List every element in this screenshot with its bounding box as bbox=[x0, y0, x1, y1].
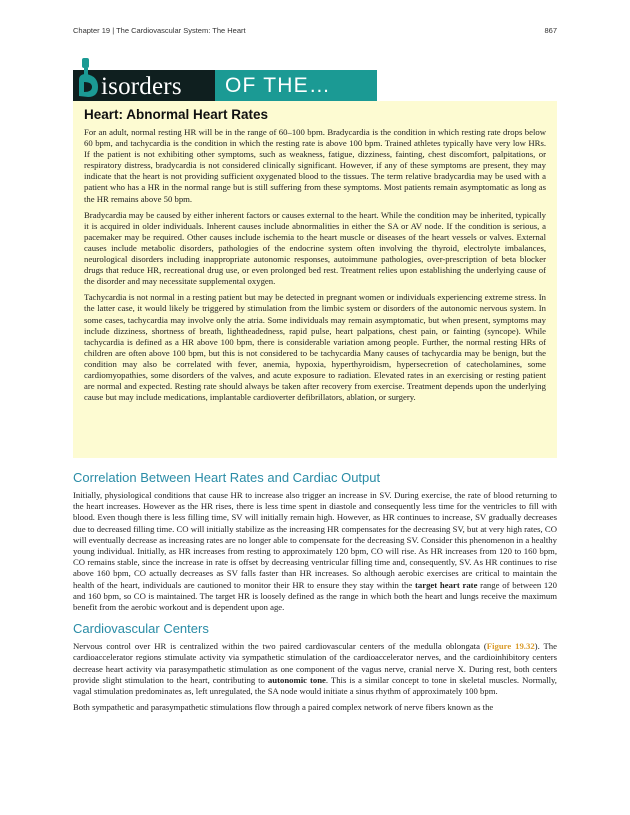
banner-word: isorders bbox=[101, 73, 182, 100]
feature-box bbox=[73, 101, 557, 458]
text-run: range of between 120 and 160 bpm, so CO is maintained. The target HR is loosely defined as the range in which both the heart and lungs receive the maximum benefit from the aerobic workout and is dependent upon age. bbox=[73, 579, 557, 613]
feature-paragraph-2: Bradycardia may be caused by either inherent factors or causes external to the heart. While the condition may be inherited, typically it is acquired in older individuals. Inherent causes include abnormalities in either the SA or AV node. If the condition is serious, a pacemaker may be required. Other causes include ischemia to the heart muscle or diseases of the heart vessels or valves. External causes include metabolic disorders, pathologies of the endocrine system often involving the thyroid, electrolyte imbalances, neurological disorders including inappropriate autonomic responses, autoimmune pathologies, over-prescription of beta blocker drugs that reduce HR, recreational drug use, or even prolonged bed rest. Treatment relies upon establishing the underlying cause of the disorder and may necessitate supplemental oxygen. bbox=[84, 209, 546, 287]
key-term-autonomic-tone: autonomic tone bbox=[267, 674, 326, 685]
section-heading-correlation: Correlation Between Heart Rates and Cardiac Output bbox=[73, 470, 381, 485]
feature-paragraph-1: For an adult, normal resting HR will be in the range of 60–100 bpm. Bradycardia is the condition in which resting rate drops below 60 bpm, and tachycardia is the condition in which the resting rate is above 100 bpm. Trained athletes typically have very low HRs. If the patient is not exhibiting other symptoms, such as weakness, fatigue, dizziness, fainting, chest discomfort, palpitations, or respiratory distress, bradycardia is not considered clinically significant. However, if any of these symptoms are present, they may indicate that the heart is not providing sufficient oxygenated blood to the tissues. The term relative bradycardia may be used with a patient who has a HR in the normal range but is still suffering from these symptoms. Most patients remain asymptomatic as long as the HR remains above 50 bpm. bbox=[84, 127, 546, 204]
figure-link[interactable]: Figure 19.32 bbox=[486, 641, 535, 652]
banner-dark-block bbox=[73, 70, 215, 101]
running-head bbox=[73, 26, 557, 35]
main-body bbox=[73, 470, 557, 718]
feature-title: Heart: Abnormal Heart Rates bbox=[84, 107, 269, 122]
page-number: 867 bbox=[544, 26, 557, 35]
text-run: . This is a similar concept to tone in skeletal muscles. Normally, vagal stimulation predominates as, left unregulated, the SA node would initiate a sinus rhythm of approximately 100 bpm. bbox=[73, 674, 557, 697]
correlation-paragraph bbox=[73, 490, 557, 613]
text-run: ). The cardioaccelerator regions stimulate activity via sympathetic stimulation of the cardioaccelerator nerves, and the cardioinhibitory centers decrease heart activity via parasympathetic stimulation as one component of the vagus nerve, cranial nerve X. During rest, both centers provide slight stimulation to the heart, contributing to bbox=[73, 641, 557, 685]
centers-paragraph-2: Both sympathetic and parasympathetic stimulations flow through a paired complex network of nerve fibers known as the bbox=[73, 702, 494, 713]
banner-subtitle: OF THE… bbox=[225, 74, 332, 97]
text-run: Nervous control over HR is centralized within the two paired cardiovascular centers of the medulla oblongata ( bbox=[73, 641, 487, 652]
centers-paragraph-1 bbox=[73, 641, 557, 697]
section-heading-cardiovascular-centers: Cardiovascular Centers bbox=[73, 621, 209, 637]
feature-paragraph-3: Tachycardia is not normal in a resting patient but may be detected in pregnant women or individuals experiencing extreme stress. In the latter case, it would likely be triggered by stimulation from the limbic system or disorders of the autonomic nervous system. In some cases, tachycardia may involve only the atria. Some individuals may remain asymptomatic, but when present, symptoms may include dizziness, shortness of breath, lightheadedness, rapid pulse, heart palpations, chest pain, or fainting (syncope). While tachycardia is defined as a HR above 100 bpm, there is considerable variation among people. Further, the normal resting HRs of children are often above 100 bpm, but this is not considered to be tachycardia Many causes of tachycardia may be benign, but the condition may also be correlated with fever, anemia, hypoxia, hyperthyroidism, hypersecretion of catecholamines, some cardiomyopathies, some disorders of the valves, and acute exposure to radiation. Elevated rates in an exercising or resting patient are normal and expected. Resting rate should always be taken after recovery from exercise. Treatment depends upon the underlying cause but may include medications, implantable cardioverter defibrillators, ablation, or surgery. bbox=[84, 292, 546, 403]
text-run: Initially, physiological conditions that cause HR to increase also trigger an increase in SV. During exercise, the rate of blood returning to the heart increases. However as the HR rises, there is less time spent in diastole and consequently less time for the ventricles to fill with blood. Even though there is less filling time, SV will initially remain high. However, as HR continues to increase, SV gradually decreases due to decreased filling time. CO will initially stabilize as the increasing HR compensates for the decreasing SV, but at very high rates, CO will eventually decrease as increasing rates are no longer able to compensate for the decreasing SV. Consider this phenomenon in a healthy young individual. Initially, as HR increases from resting to approximately 120 bpm, CO will rise. As HR increases from 120 to 160 bpm, CO remains stable, since the increase in rate is offset by decreasing ventricular filling time and, consequently, SV. As HR continues to rise above 160 bpm, CO actually decreases as SV falls faster than HR increases. So although aerobic exercises are critical to maintain the health of the heart, individuals are cautioned to monitor their HR to ensure they stay within the bbox=[73, 490, 557, 590]
key-term-target-heart-rate: target heart rate bbox=[414, 579, 478, 590]
microscope-d-icon bbox=[76, 56, 102, 100]
chapter-label: Chapter 19 | The Cardiovascular System: The Heart bbox=[73, 26, 246, 35]
disorders-banner bbox=[73, 70, 377, 101]
